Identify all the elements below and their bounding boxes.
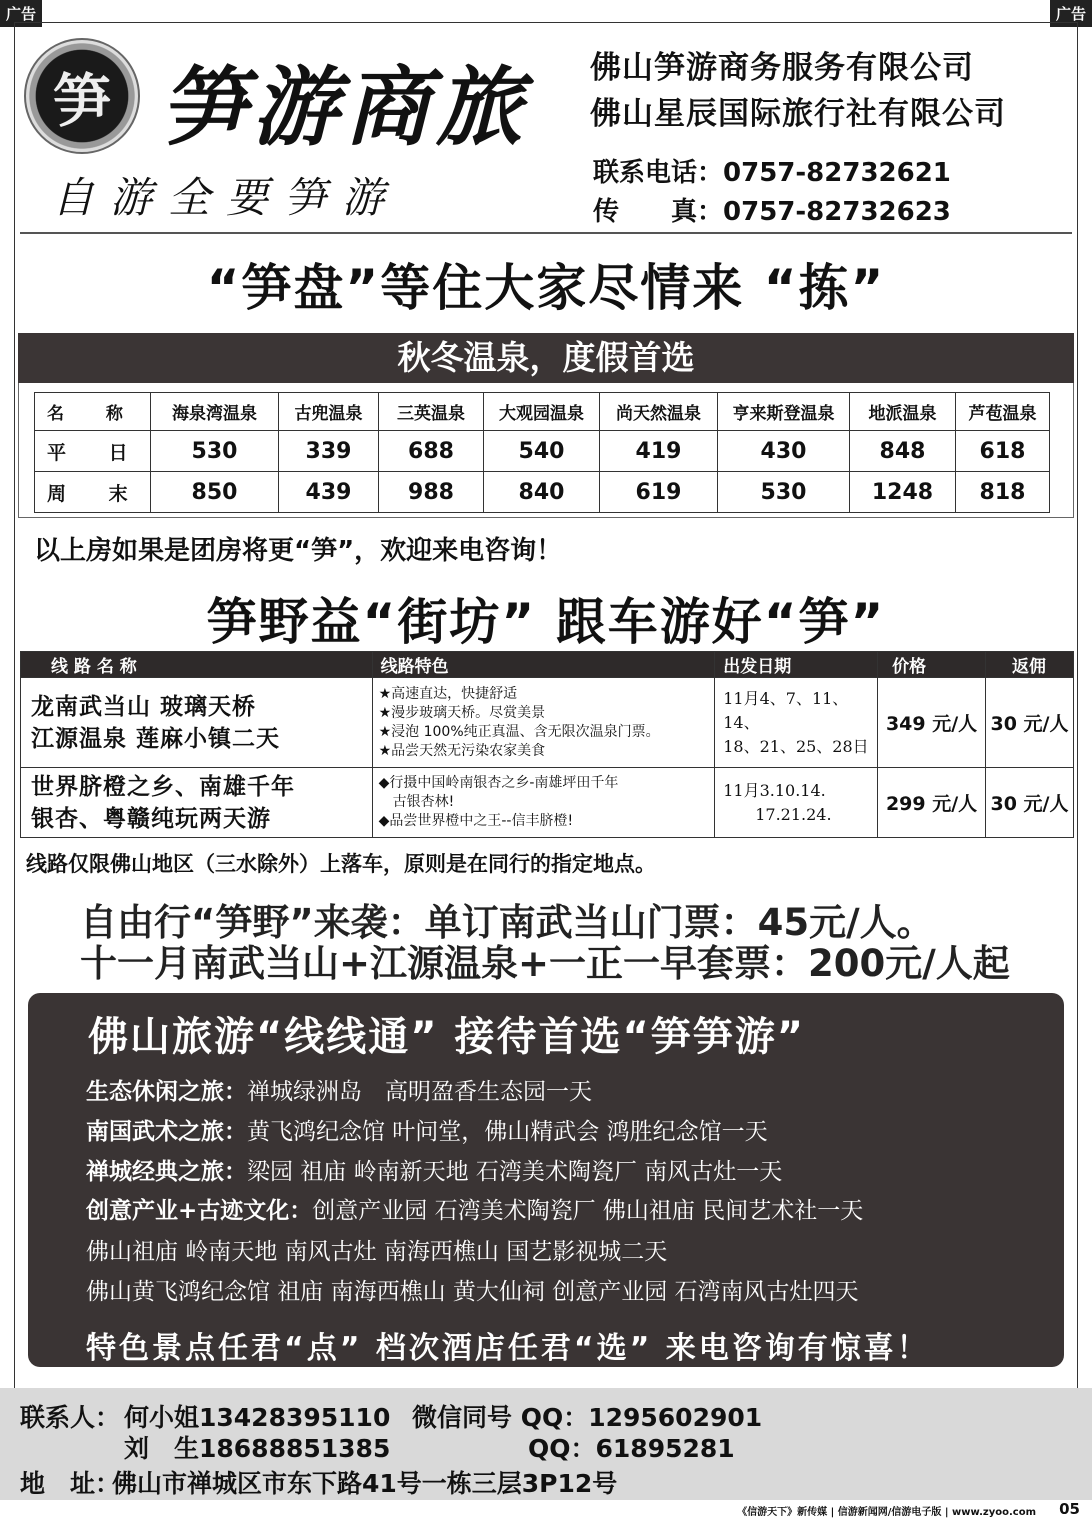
brand-slogan: 自游全要笋游 — [52, 173, 401, 222]
address: 佛山市禅城区市东下路41号一栋三层3P12号 — [112, 1469, 618, 1498]
logo-char: 笋 — [52, 67, 111, 135]
table-cell: 848 — [850, 431, 956, 472]
table-cell: 530 — [151, 431, 279, 472]
feature-item: ◆行摄中国岭南银杏之乡-南雄坪田千年 — [378, 775, 619, 791]
route-table — [20, 651, 1074, 838]
route-features — [372, 768, 715, 838]
table-cell: 618 — [956, 431, 1050, 472]
fax-number: 0757-82732623 — [723, 197, 951, 227]
route-name — [21, 678, 373, 768]
feature-item: ★浸泡 100%纯正真温、含无限次温泉门票。 — [378, 723, 660, 740]
table-cell: 840 — [484, 472, 600, 513]
feature-item: ★品尝天然无污染农家美食 — [378, 742, 546, 759]
table-header-row — [35, 393, 1050, 431]
contact-label: 联系人： — [20, 1403, 121, 1432]
tour-line-label: 创意产业+古迹文化： — [86, 1198, 313, 1224]
promo-ticket: 自由行“笋野”来袭：单订南武当山门票：45元/人。 — [80, 901, 934, 944]
table-col-header: 芦苞温泉 — [956, 393, 1050, 431]
feature-item: ★漫步玻璃天桥。尽赏美景 — [378, 704, 546, 721]
hot-spring-price-table — [34, 392, 1050, 513]
route-col-header: 价格 — [878, 652, 986, 678]
table-row — [21, 678, 1074, 768]
ad-tag-left: 广告 — [0, 0, 42, 27]
promo-package: 十一月南武当山+江源温泉+一正一早套票：200元/人起 — [80, 942, 1010, 985]
phone-line — [593, 152, 951, 189]
route-name-line: 银杏、粤赣纯玩两天游 — [31, 805, 271, 832]
table-col-header: 地派温泉 — [850, 393, 956, 431]
route-name-line: 世界脐橙之乡、南雄千年 — [31, 773, 295, 800]
company-name-2: 佛山星辰国际旅行社有限公司 — [590, 96, 1006, 132]
route-features — [372, 678, 715, 768]
route-name-line: 江源温泉 莲麻小镇二天 — [31, 725, 281, 752]
route-col-header: 出发日期 — [715, 652, 878, 678]
date-line: 17.21.24. — [723, 804, 832, 824]
local-tour-footer: 特色景点任君“点” 档次酒店任君“选” 来电咨询有惊喜！ — [86, 1331, 930, 1366]
table-row — [35, 431, 1050, 472]
contact-person-1[interactable]: 何小姐13428395110 — [124, 1403, 391, 1432]
table-cell: 339 — [279, 431, 379, 472]
route-rebate: 30 元/人 — [986, 768, 1074, 838]
local-tour-title: 佛山旅游“线线通” 接待首选“笋笋游” — [88, 1014, 806, 1060]
table-row — [21, 768, 1074, 838]
table-col-header: 亨来斯登温泉 — [718, 393, 850, 431]
table-cell: 530 — [718, 472, 850, 513]
row-label: 平 日 — [35, 431, 151, 472]
table-col-header: 尚天然温泉 — [600, 393, 718, 431]
tour-line-label: 禅城经典之旅： — [86, 1159, 247, 1185]
fax-line — [593, 191, 951, 228]
fax-label: 传 真： — [593, 197, 724, 227]
route-col-header: 返佣 — [986, 652, 1074, 678]
tour-line — [86, 1113, 768, 1146]
tour-line-label: 南国武术之旅： — [86, 1119, 247, 1145]
publisher-credit: 《信游天下》新传媒 | 信游新闻网/信游电子版 | www.zyoo.com — [737, 1507, 1036, 1518]
route-price: 299 元/人 — [878, 768, 986, 838]
tour-line — [86, 1153, 782, 1186]
feature-item: ◆品尝世界橙中之王--信丰脐橙! — [378, 813, 574, 829]
bus-tour-headline: 笋野益“街坊” 跟车游好“笋” — [206, 593, 886, 651]
tour-line-text: 禅城绿洲岛 高明盈香生态园一天 — [247, 1079, 592, 1105]
tour-line-text: 佛山黄飞鸿纪念馆 祖庙 南海西樵山 黄大仙祠 创意产业园 石湾南风古灶四天 — [86, 1279, 859, 1305]
table-cell: 1248 — [850, 472, 956, 513]
page-number: 05 — [1059, 1500, 1080, 1518]
table-row — [35, 472, 1050, 513]
feature-item: 古银杏林! — [378, 794, 455, 810]
route-dates — [715, 678, 878, 768]
table-col-header: 海泉湾温泉 — [151, 393, 279, 431]
tour-line-text: 创意产业园 石湾美术陶瓷厂 佛山祖庙 民间艺术社一天 — [312, 1198, 864, 1224]
contact-person-2[interactable]: 刘 生18688851385 — [124, 1434, 391, 1463]
header-divider — [20, 232, 1072, 234]
route-dates — [715, 768, 878, 838]
route-rebate: 30 元/人 — [986, 678, 1074, 768]
feature-item: ★高速直达，快捷舒适 — [378, 685, 518, 702]
table-cell: 988 — [379, 472, 484, 513]
tour-line — [86, 1233, 667, 1266]
date-line: 18、21、25、28日 — [723, 736, 869, 756]
table-cell: 619 — [600, 472, 718, 513]
hot-spring-banner: 秋冬温泉，度假首选 — [18, 333, 1074, 383]
route-col-header: 线 路 名 称 — [21, 652, 373, 678]
tour-line — [86, 1073, 592, 1106]
address-label: 地 址： — [20, 1469, 121, 1498]
pickup-note: 线路仅限佛山地区（三水除外）上落车，原则是在同行的指定地点。 — [26, 852, 656, 876]
tour-line — [86, 1273, 859, 1306]
table-col-header: 古兜温泉 — [279, 393, 379, 431]
table-cell: 419 — [600, 431, 718, 472]
local-tour-panel — [28, 993, 1064, 1367]
hot-spring-headline: “笋盘”等住大家尽情来 “拣” — [206, 259, 886, 317]
date-line: 11月3.10.14. — [723, 780, 826, 800]
table-cell: 430 — [718, 431, 850, 472]
route-name — [21, 768, 373, 838]
tour-line — [86, 1192, 863, 1225]
date-line: 11月4、7、11、14、 — [723, 688, 849, 732]
table-cell: 850 — [151, 472, 279, 513]
phone-number[interactable]: 0757-82732621 — [723, 158, 951, 188]
route-name-line: 龙南武当山 玻璃天桥 — [31, 693, 257, 720]
phone-label: 联系电话： — [593, 158, 724, 188]
qq-2: QQ：61895281 — [528, 1434, 735, 1463]
tour-line-label: 生态休闲之旅： — [86, 1079, 247, 1105]
route-price: 349 元/人 — [878, 678, 986, 768]
table-header-label: 名 称 — [35, 393, 151, 431]
brand-name: 笋游商旅 — [160, 57, 528, 158]
table-col-header: 大观园温泉 — [484, 393, 600, 431]
group-room-note: 以上房如果是团房将更“笋”，欢迎来电咨询！ — [34, 536, 563, 566]
company-name-1: 佛山笋游商务服务有限公司 — [590, 50, 974, 86]
table-cell: 540 — [484, 431, 600, 472]
ad-tag-right: 广告 — [1050, 0, 1092, 27]
wechat-qq-1: 微信同号 QQ：1295602901 — [412, 1403, 763, 1432]
route-col-header: 线路特色 — [372, 652, 715, 678]
route-header-row — [21, 652, 1074, 678]
tour-line-text: 佛山祖庙 岭南天地 南风古灶 南海西樵山 国艺影视城二天 — [86, 1239, 668, 1265]
table-col-header: 三英温泉 — [379, 393, 484, 431]
row-label: 周 末 — [35, 472, 151, 513]
brand-logo — [24, 38, 140, 154]
table-cell: 688 — [379, 431, 484, 472]
table-cell: 818 — [956, 472, 1050, 513]
tour-line-text: 梁园 祖庙 岭南新天地 石湾美术陶瓷厂 南风古灶一天 — [247, 1159, 783, 1185]
table-cell: 439 — [279, 472, 379, 513]
tour-line-text: 黄飞鸿纪念馆 叶问堂，佛山精武会 鸿胜纪念馆一天 — [247, 1119, 768, 1145]
